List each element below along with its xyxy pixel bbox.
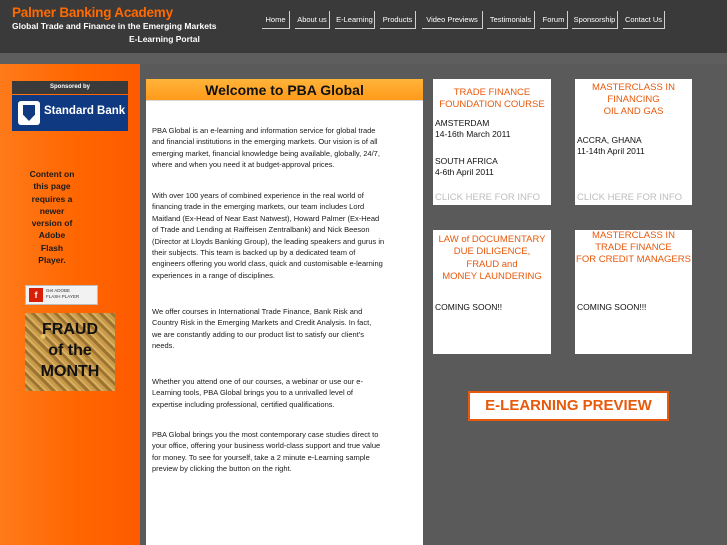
- promo-text-line: ACCRA, GHANA: [577, 135, 642, 145]
- flash-required-message: [12, 168, 92, 266]
- text-line: financing trade in the emerging markets, our team includes Lord: [152, 202, 365, 212]
- text-line: engineers offering you world class, quick and customisable e-learning: [152, 259, 383, 269]
- click-for-info-link[interactable]: CLICK HERE FOR INFO: [577, 192, 683, 203]
- flash-msg-line: version of: [31, 218, 73, 229]
- promo-text-line: AMSTERDAM: [435, 118, 490, 128]
- text-line: PBA Global brings you the most contemporary case studies direct to: [152, 430, 379, 439]
- case-studies-paragraph: [152, 429, 418, 475]
- text-line: preview by clicking the button on the right.: [152, 464, 292, 474]
- flash-msg-line: Adobe: [38, 230, 66, 241]
- text-line: needs.: [152, 341, 175, 351]
- text-line: and financial institutions in the emerging markets. Our vision is of all: [152, 137, 378, 147]
- promo-text-line: 4-6th April 2011: [435, 167, 494, 177]
- promo-title-line: MASTERCLASS IN: [592, 230, 675, 241]
- expertise-paragraph: [152, 376, 418, 410]
- fraud-line: FRAUD: [42, 321, 98, 338]
- promo-status: COMING SOON!!!: [577, 302, 647, 312]
- promo-title-line: FOR CREDIT MANAGERS: [576, 254, 691, 265]
- welcome-heading: Welcome to PBA Global: [205, 82, 364, 98]
- flash-msg-line: this page: [33, 181, 71, 192]
- promo-title-line: TRADE FINANCE: [595, 242, 672, 253]
- site-title[interactable]: Palmer Banking Academy: [12, 5, 173, 20]
- promo-title-line: MASTERCLASS IN: [592, 82, 675, 93]
- promo-title-line: LAW of DOCUMENTARY: [438, 234, 546, 245]
- nav-about-us[interactable]: About us: [295, 11, 330, 29]
- text-line: PBA Global is an e-learning and information service for global trade: [152, 126, 376, 135]
- text-line: (Director at Lloyds Banking Group), the leading speakers and gurus in: [152, 236, 385, 246]
- flash-badge-line: FLASH PLAYER: [46, 293, 80, 299]
- text-line: for money. To see for yourself, take a 2 minute e-Learning sample: [152, 452, 370, 462]
- promo-masterclass-oil-gas[interactable]: [575, 79, 692, 205]
- flash-msg-line: newer: [39, 205, 65, 216]
- site-portal-label: E-Learning Portal: [129, 34, 200, 44]
- shield-icon: [18, 101, 40, 125]
- text-line: your office, offering your business world-class support and true value: [152, 441, 381, 451]
- flash-msg-line: requires a: [31, 193, 73, 204]
- promo-masterclass-credit-managers[interactable]: [575, 230, 692, 354]
- promo-title-line: FOUNDATION COURSE: [439, 99, 545, 110]
- courses-paragraph: [152, 306, 418, 352]
- text-line: emerging market, financial knowledge being available, globally, 24/7,: [152, 148, 380, 158]
- promo-title-line: FINANCING: [607, 94, 660, 105]
- text-line: With over 100 years of combined experience in the real world of: [152, 191, 364, 200]
- get-flash-player-button[interactable]: [25, 285, 98, 305]
- fraud-line: of the: [48, 342, 92, 359]
- text-line: we are constantly adding to our product list to satisfy our client's: [152, 329, 364, 339]
- promo-title-line: FRAUD and: [466, 259, 518, 270]
- flash-msg-line: Player.: [38, 255, 66, 266]
- text-line: We offer courses in International Trade Finance, Bank Risk and: [152, 307, 363, 316]
- intro-paragraph: [152, 125, 418, 171]
- text-line: Maitland (Ex-Head of Near East Natwest), Howard Palmer (Ex-Head: [152, 213, 380, 223]
- text-line: Country Risk in the Emerging Markets and Credit Analysis. In fact,: [152, 318, 372, 328]
- click-for-info-link[interactable]: CLICK HERE FOR INFO: [435, 192, 541, 203]
- promo-title-line: TRADE FINANCE: [453, 87, 531, 98]
- text-line: expertise including professional, certified qualifications.: [152, 399, 335, 409]
- text-line: Whether you attend one of our courses, a webinar or use our e-: [152, 377, 363, 386]
- promo-title-line: OIL AND GAS: [603, 106, 664, 117]
- header: [0, 0, 727, 53]
- text-line: Learning tools, PBA Global brings you to a unrivalled level of: [152, 388, 353, 398]
- text-line: experiences in a range of disciplines.: [152, 270, 275, 280]
- flash-badge-line: Get ADOBE: [46, 288, 71, 293]
- fraud-line: MONTH: [40, 363, 100, 380]
- flash-msg-line: Flash: [40, 242, 64, 253]
- promo-text-line: 11-14th April 2011: [577, 146, 645, 156]
- promo-title-line: DUE DILIGENCE,: [453, 246, 531, 257]
- welcome-heading-bar: [146, 79, 423, 101]
- promo-text-line: 14-16th March 2011: [435, 129, 511, 139]
- nav-video-previews[interactable]: Video Previews: [422, 11, 483, 29]
- e-learning-preview-label: E-LEARNING PREVIEW: [485, 397, 652, 414]
- standard-bank-logo[interactable]: [12, 95, 128, 131]
- nav-home[interactable]: Home: [262, 11, 290, 29]
- team-paragraph: [152, 190, 418, 281]
- nav-sponsorship[interactable]: Sponsorship: [572, 11, 618, 29]
- sponsor-label: Sponsored by: [12, 81, 128, 94]
- nav-testimonials[interactable]: Testimonials: [487, 11, 535, 29]
- text-line: where and when you need it at budget-approval prices.: [152, 160, 335, 170]
- text-line: their subjects. This team is backed up by a dedicated team of: [152, 248, 356, 258]
- sponsor-name: Standard Bank: [44, 105, 126, 117]
- flash-icon: f: [29, 288, 43, 302]
- fraud-of-the-month-banner[interactable]: [25, 313, 115, 391]
- promo-law-documentary-due-diligence[interactable]: [433, 230, 551, 354]
- promo-text-line: SOUTH AFRICA: [435, 156, 498, 166]
- text-line: of Trade and Lending at Raiffeisen Zentralbank) and Nick Beeson: [152, 225, 370, 235]
- header-divider-strip: [0, 53, 727, 64]
- nav-e-learning[interactable]: E-Learning: [335, 11, 375, 29]
- site-subtitle: Global Trade and Finance in the Emerging Markets: [12, 21, 217, 31]
- nav-forum[interactable]: Forum: [540, 11, 568, 29]
- flash-msg-line: Content on: [29, 169, 75, 179]
- promo-title-line: MONEY LAUNDERING: [442, 271, 542, 282]
- e-learning-preview-button[interactable]: [468, 391, 669, 421]
- nav-contact-us[interactable]: Contact Us: [623, 11, 665, 29]
- flash-badge-text: [46, 288, 79, 299]
- promo-status: COMING SOON!!: [435, 302, 503, 312]
- promo-trade-finance-foundation[interactable]: [433, 79, 551, 205]
- nav-products[interactable]: Products: [380, 11, 416, 29]
